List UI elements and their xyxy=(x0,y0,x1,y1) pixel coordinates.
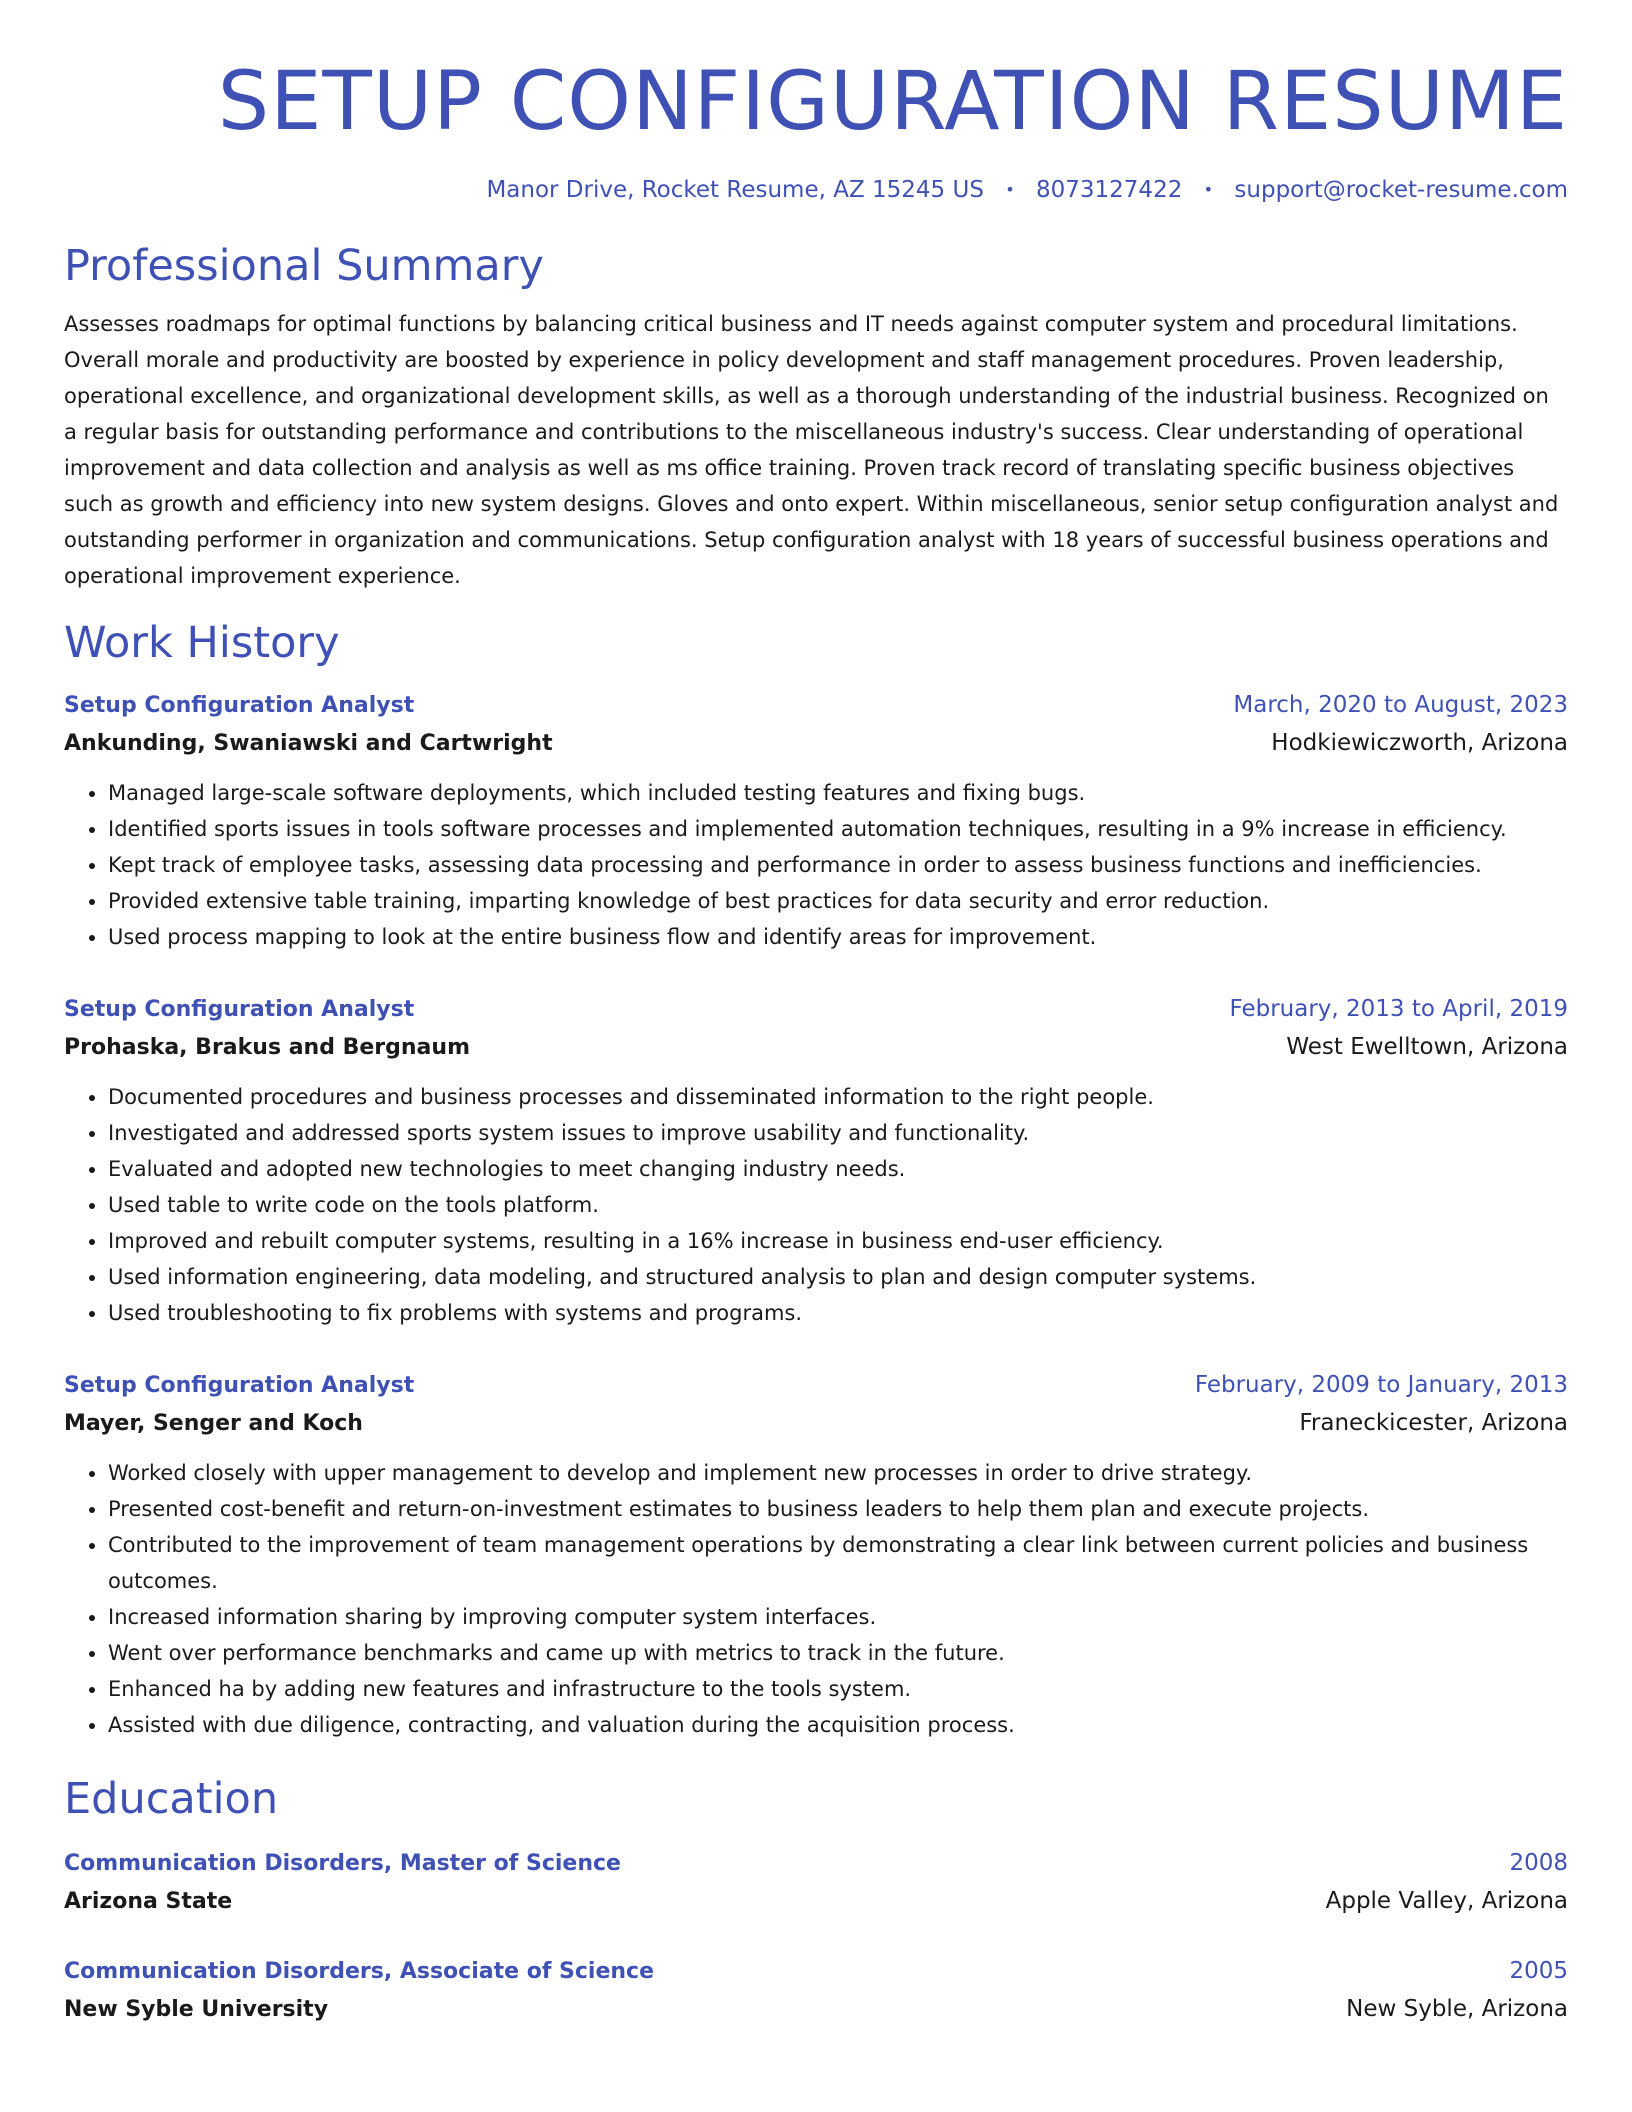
job-dates: February, 2013 to April, 2019 xyxy=(1229,996,1568,1022)
job-bullet: • Assisted with due diligence, contracting, and valuation during the acquisition process. xyxy=(108,1707,1568,1743)
job-header-row xyxy=(64,1367,1568,1404)
education-degree: Communication Disorders, Associate of Science xyxy=(64,1959,655,1984)
education-degree: Communication Disorders, Master of Science xyxy=(64,1851,621,1876)
job-entry xyxy=(64,687,1568,955)
contact-separator: • xyxy=(1203,180,1214,199)
job-location: West Ewelltown, Arizona xyxy=(1286,1034,1568,1060)
contact-separator: • xyxy=(1005,180,1015,199)
resume-name: SETUP CONFIGURATION RESUME xyxy=(217,55,1568,149)
contact-phone[interactable]: 8073127422 xyxy=(1036,177,1183,203)
education-school: New Syble University xyxy=(64,1997,329,2022)
job-title: Setup Configuration Analyst xyxy=(64,693,415,718)
job-bullet: • Kept track of employee tasks, assessing data processing and performance in order to assess business functions and inefficiencies. xyxy=(108,847,1568,883)
job-bullet: • Managed large-scale software deployments, which included testing features and fixing bugs. xyxy=(108,775,1568,811)
job-company-row xyxy=(64,724,1568,763)
job-company-row xyxy=(64,1404,1568,1443)
job-bullet: • Increased information sharing by improving computer system interfaces. xyxy=(108,1599,1568,1635)
education-location: New Syble, Arizona xyxy=(1346,1996,1568,2022)
job-company-row xyxy=(64,1028,1568,1067)
contact-line xyxy=(64,174,1568,206)
job-bullet: • Documented procedures and business processes and disseminated information to the right people. xyxy=(108,1079,1568,1115)
job-location: Franeckicester, Arizona xyxy=(1299,1410,1568,1436)
education-location: Apple Valley, Arizona xyxy=(1325,1888,1568,1914)
job-bullets xyxy=(64,775,1568,955)
job-bullet: • Provided extensive table training, imparting knowledge of best practices for data security and error reduction. xyxy=(108,883,1568,919)
education-school-row xyxy=(64,1990,1568,2029)
job-bullet: • Investigated and addressed sports system issues to improve usability and functionality. xyxy=(108,1115,1568,1151)
section-title-work: Work History xyxy=(64,618,340,668)
job-bullet: • Identified sports issues in tools software processes and implemented automation techniques, resulting in a 9% increase in efficiency. xyxy=(108,811,1568,847)
summary-text: Assesses roadmaps for optimal functions by balancing critical business and IT needs against computer system and procedural limitations. Overall morale and productivity are boosted by experience in policy development and staff management procedures. Proven leadership, operational excellence, and organizational development skills, as well as a thorough understanding of the industrial business. Recognized on a regular basis for outstanding performance and contributions to the miscellaneous industry's success. Clear understanding of operational improvement and data collection and analysis as well as ms office training. Proven track record of translating specific business objectives such as growth and efficiency into new system designs. Gloves and onto expert. Within miscellaneous, senior setup configuration analyst and outstanding performer in organization and communications. Setup configuration analyst with 18 years of successful business operations and operational improvement experience. xyxy=(64,312,1559,588)
job-dates: March, 2020 to August, 2023 xyxy=(1233,692,1568,718)
job-company: Ankunding, Swaniawski and Cartwright xyxy=(64,731,553,756)
job-company: Prohaska, Brakus and Bergnaum xyxy=(64,1035,470,1060)
job-bullets xyxy=(64,1455,1568,1743)
resume-header xyxy=(64,0,1568,206)
job-bullet: • Used troubleshooting to fix problems with systems and programs. xyxy=(108,1295,1568,1331)
education-header-row xyxy=(64,1953,1568,1990)
job-title: Setup Configuration Analyst xyxy=(64,997,415,1022)
job-bullet: • Used information engineering, data modeling, and structured analysis to plan and design computer systems. xyxy=(108,1259,1568,1295)
job-header-row xyxy=(64,991,1568,1028)
job-entry xyxy=(64,991,1568,1331)
education-school: Arizona State xyxy=(64,1889,233,1914)
section-title-education: Education xyxy=(64,1774,279,1824)
work-history-section xyxy=(64,615,1568,1743)
job-header-row xyxy=(64,687,1568,724)
job-bullet: • Enhanced ha by adding new features and infrastructure to the tools system. xyxy=(108,1671,1568,1707)
job-bullet: • Worked closely with upper management to develop and implement new processes in order to drive strategy. xyxy=(108,1455,1568,1491)
contact-address: Manor Drive, Rocket Resume, AZ 15245 US xyxy=(486,177,984,203)
education-entry xyxy=(64,1953,1568,2029)
contact-email[interactable]: support@rocket-resume.com xyxy=(1234,177,1568,203)
education-year: 2005 xyxy=(1509,1958,1568,1984)
job-bullet: • Presented cost-benefit and return-on-investment estimates to business leaders to help them plan and execute projects. xyxy=(108,1491,1568,1527)
job-bullet: • Contributed to the improvement of team management operations by demonstrating a clear link between current policies and business outcomes. xyxy=(108,1527,1568,1599)
job-bullet: • Went over performance benchmarks and came up with metrics to track in the future. xyxy=(108,1635,1568,1671)
education-year: 2008 xyxy=(1509,1850,1568,1876)
professional-summary-section xyxy=(64,238,1568,594)
job-bullet: • Improved and rebuilt computer systems, resulting in a 16% increase in business end-user efficiency. xyxy=(108,1223,1568,1259)
job-bullet: • Evaluated and adopted new technologies to meet changing industry needs. xyxy=(108,1151,1568,1187)
education-section xyxy=(64,1771,1568,2029)
job-bullet: • Used process mapping to look at the entire business flow and identify areas for improvement. xyxy=(108,919,1568,955)
job-dates: February, 2009 to January, 2013 xyxy=(1194,1372,1568,1398)
job-bullets xyxy=(64,1079,1568,1331)
job-company: Mayer, Senger and Koch xyxy=(64,1411,363,1436)
job-entry xyxy=(64,1367,1568,1743)
job-title: Setup Configuration Analyst xyxy=(64,1373,415,1398)
job-bullet: • Used table to write code on the tools platform. xyxy=(108,1187,1568,1223)
section-title-summary: Professional Summary xyxy=(64,241,544,291)
education-header-row xyxy=(64,1845,1568,1882)
job-location: Hodkiewiczworth, Arizona xyxy=(1271,730,1568,756)
education-entry xyxy=(64,1845,1568,1921)
education-school-row xyxy=(64,1882,1568,1921)
